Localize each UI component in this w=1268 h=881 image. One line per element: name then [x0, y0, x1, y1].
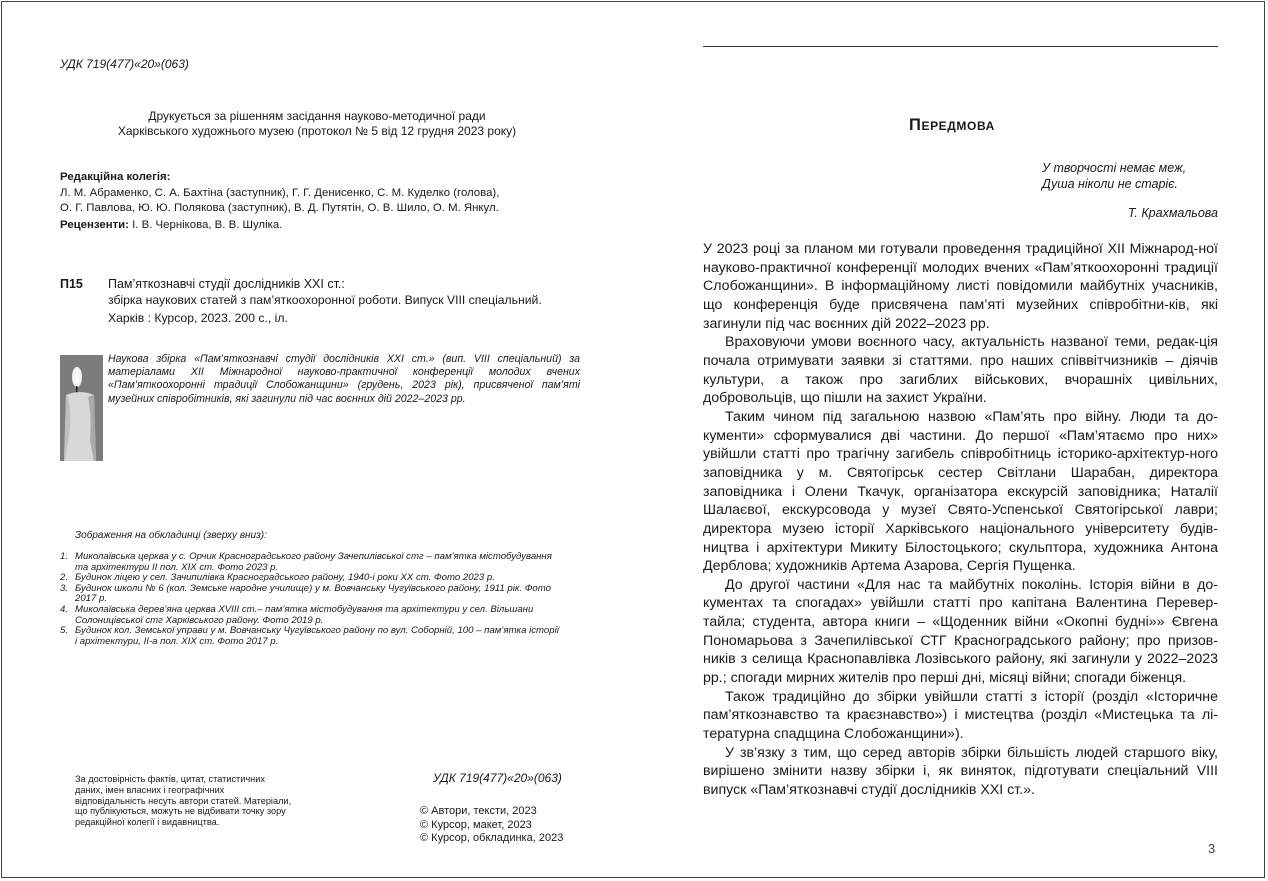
candle-illustration: [60, 355, 103, 461]
book-imprint: Харків : Курсор, 2023. 200 с., іл.: [108, 311, 288, 325]
editorial-board-line-2: О. Г. Павлова, Ю. Ю. Полякова (заступник), В. Д. Путятін, О. В. Шило, О. М. Янкул.: [60, 202, 499, 214]
editorial-board-line-1: Л. М. Абраменко, С. А. Бахтіна (заступник), Г. Г. Денисенко, С. М. Куделко (голова),: [60, 186, 500, 199]
paragraph: Таким чином під загальною назвою «Пам’ять про війну. Люди та до-кументи» сформувалися дві частини. До першої «Пам’ятаємо про них» увійшли статті про трагічну загибель співробітниць історико-архітектур-ного заповідника у м. Святогірськ сестер Світлани Шарабан, директора заповідника і Олени Ткачук, організатора екскурсій заповідника; Наталії Шалаєвої, екскурсовода у музеї Свято-Успенської Святогірської лаври; директора музею історії Харківського національного університету будів-ництва і архітектури Микиту Білостоцького; скульптора, художника Антона Дерблова; художників Артема Азарова, Сергія Пущенка.: [703, 408, 1218, 575]
epigraph-author: Т. Крахмальова: [1127, 206, 1218, 220]
epigraph-line-2: Душа ніколи не старіє.: [1042, 177, 1178, 191]
catalog-code: П15: [60, 277, 83, 291]
approval-line-2: Харківського художнього музею (протокол № 5 від 12 грудня 2023 року): [117, 124, 517, 138]
epigraph: [1042, 160, 1186, 192]
list-item: 5. Будинок кол. Земської управи у м. Вовчанську Чугуївського району по вул. Соборній, 100 – пам’ятка історії і архітектури, ІІ-а пол. ХІХ ст. Фото 2017 р.: [60, 625, 559, 647]
copyright-block: [420, 805, 563, 846]
header-rule: [703, 46, 1218, 47]
list-item: 4. Миколаївська дерев’яна церква XVIII ст.– пам’ятка містобудування та архітектури у сел. Вільшани Солоницівської стг Харківського району. Фото 2019 р.: [60, 603, 534, 626]
copyright-line: © Курсор, обкладинка, 2023: [420, 832, 564, 845]
book-subtitle: збірка наукових статей з пам’яткоохоронної роботи. Випуск VIII спеціальний.: [108, 293, 542, 307]
paragraph: У 2023 році за планом ми готували проведення традиційної XII Міжнарод-ної науково-практичної конференції молодих вчених «Пам’яткоохоронні традиції Слобожанщини». В інформаційному листі повідомили майбутніх учасників, що конференція буде присвячена пам’яті музейних співробітни-ків, які загинули під час воєнних дій 2022–2023 рр.: [703, 241, 1218, 332]
copyright-line: © Курсор, макет, 2023: [420, 818, 532, 831]
reviewers: [60, 219, 282, 231]
udk-code-bottom: УДК 719(477)«20»(063): [433, 771, 562, 785]
epigraph-line-1: У творчості немає меж,: [1042, 161, 1187, 175]
paragraph: До другої частини «Для нас та майбутніх поколінь. Історія війни в до-кументах та спогадах» увійшли статті про капітана Валентина Перевер-тайла; студента, автора книги – «Щоденник війни «Окопні будні»» Євгена Пономарьова з Зачепилівської СТГ Красноградського району; про призов-ників з селища Краснопавлівка Лозівського району, які загинули у 2022–2023 рр.; спогади мирних жителів про перші дні, місяці війни; спогади біженця.: [703, 576, 1218, 687]
reviewers-names: І. В. Чернікова, В. В. Шуліка.: [132, 219, 283, 231]
list-item: 2. Будинок ліцею у сел. Зачипилівка Красноградського району, 1940-і роки ХХ ст. Фото 2023 р.: [60, 572, 495, 584]
paragraph: Враховуючи умови воєнного часу, актуальність названої теми, редак-ція почала отримувати заявки зі статтями. про наших співвітчизників – діячів культури, а також про загиблих військових, вчорашніх цивільних, добровольців, що пішли на захист України.: [703, 334, 1218, 407]
paragraph: У зв’язку з тим, що серед авторів збірки більшість людей старшого віку, вирішено змінити назву збірки і, як виняток, підготувати спеціальний VIII випуск «Пам’яткознавчі студії дослідників ХХІ ст.».: [703, 744, 1218, 799]
book-details: [108, 291, 588, 327]
preface-body: [703, 240, 1218, 800]
disclaimer: За достовірність фактів, цитат, статистичних даних, імен власних і географічних відповідальність несуть автори статей. Матеріали, що публікуються, можуть не відбивати точку зору редакційної колегії і видавництва.: [75, 774, 292, 828]
editorial-board-label: Редакційна колегія:: [60, 171, 171, 183]
editorial-board: [60, 170, 580, 217]
annotation: Наукова збірка «Пам’яткознавчі студії дослідників ХХІ ст.» (вип. VIII спеціальний) за матеріалами ХІІ Міжнародної науково-практичної конференції молодих вчених «Пам’яткоохоронні традиції Слобожанщини» (грудень, 2023 рік), присвяченої пам’яті музейних співробітників, які загинули під час воєнних дій 2022–2023 рр.: [108, 353, 580, 405]
approval-line-1: Друкується за рішенням засідання науково-методичної ради: [148, 109, 486, 123]
list-item: 1. Миколаївська церква у с. Орчик Красноградського району Зачепилівської стг – пам’ятка містобудування та архітектури ІІ пол. ХІХ ст. Фото 2023 р.: [60, 551, 552, 573]
cover-images-list: [60, 552, 560, 647]
book-title: Пам’яткознавчі студії дослідників ХХІ ст.:: [108, 277, 345, 291]
list-item: 3. Будинок школи № 6 (кол. Земське народне училище) у м. Вовчанську Чугуївського району, 1911 рік. Фото 2017 р.: [60, 582, 551, 605]
approval-note: [60, 109, 574, 139]
paragraph: Також традиційно до збірки увійшли статті з історії (розділ «Історичне пам’яткознавство та краєзнавство») і мистецтва (розділ «Мистецька та лі-тературна спадщина Слобожанщини»).: [703, 688, 1218, 743]
cover-images-heading: Зображення на обкладинці (зверху вниз):: [75, 530, 267, 541]
candle-image: [60, 355, 103, 461]
page-number: 3: [1208, 841, 1216, 856]
udk-code-top: УДК 719(477)«20»(063): [60, 57, 189, 71]
copyright-line: © Автори, тексти, 2023: [420, 805, 537, 817]
reviewers-label: Рецензенти:: [60, 219, 129, 231]
page-title: Передмова: [909, 116, 995, 134]
